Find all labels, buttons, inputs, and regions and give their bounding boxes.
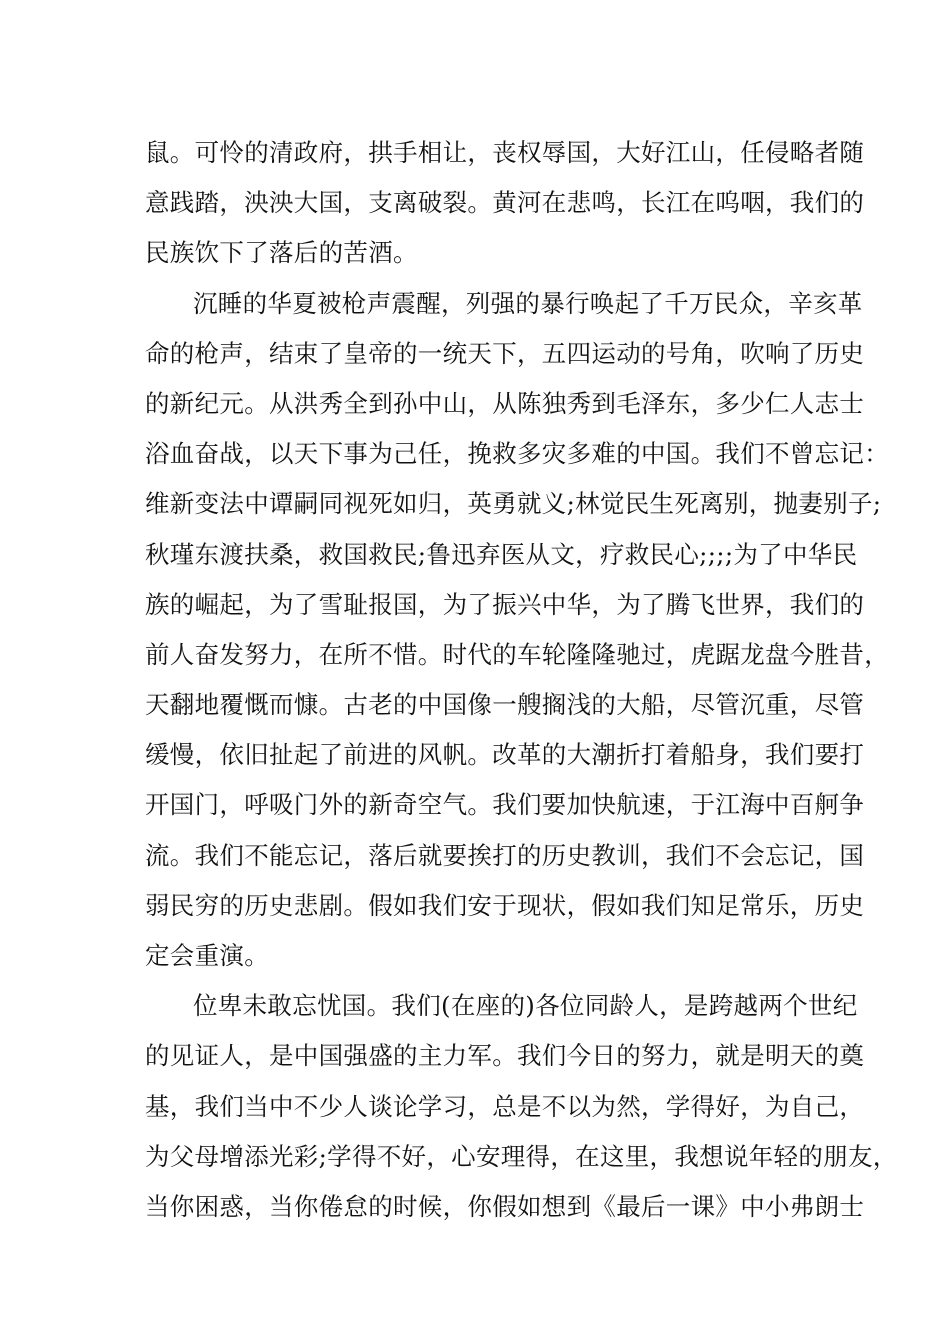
text-line: 当你困惑，当你倦怠的时候，你假如想到《最后一课》中小弗朗士 xyxy=(145,1191,865,1221)
text-line: 秋瑾东渡扶桑，救国救民;鲁迅弃医从文，疗救民心;;;;为了中华民 xyxy=(145,539,858,569)
text-line: 基，我们当中不少人谈论学习，总是不以为然，学得好，为自己， xyxy=(145,1091,865,1121)
text-line: 的见证人，是中国强盛的主力军。我们今日的努力，就是明天的奠 xyxy=(145,1041,865,1071)
text-line: 族的崛起，为了雪耻报国，为了振兴中华，为了腾飞世界，我们的 xyxy=(145,589,865,619)
text-line: 维新变法中谭嗣同视死如归，英勇就义;林觉民生死离别，抛妻别子; xyxy=(145,489,882,519)
text-line: 的新纪元。从洪秀全到孙中山，从陈独秀到毛泽东，多少仁人志士 xyxy=(145,388,865,418)
text-line: 位卑未敢忘忧国。我们(在座的)各位同龄人，是跨越两个世纪 xyxy=(193,991,858,1021)
text-line: 为父母增添光彩;学得不好，心安理得，在这里，我想说年轻的朋友， xyxy=(145,1141,898,1171)
text-line: 开国门，呼吸门外的新奇空气。我们要加快航速，于江海中百舸争 xyxy=(145,790,865,820)
text-line: 民族饮下了落后的苦酒。 xyxy=(145,238,418,268)
text-line: 前人奋发努力，在所不惜。时代的车轮隆隆驰过，虎踞龙盘今胜昔， xyxy=(145,639,889,669)
text-line: 弱民穷的历史悲剧。假如我们安于现状，假如我们知足常乐，历史 xyxy=(145,890,865,920)
document-body xyxy=(145,128,898,1232)
text-line: 意践踏，泱泱大国，支离破裂。黄河在悲鸣，长江在呜咽，我们的 xyxy=(145,188,865,218)
text-line: 定会重演。 xyxy=(145,941,269,970)
text-line: 天翻地覆慨而慷。古老的中国像一艘搁浅的大船，尽管沉重，尽管 xyxy=(145,690,865,720)
text-line: 缓慢，依旧扯起了前进的风帆。改革的大潮折打着船身，我们要打 xyxy=(145,740,865,770)
text-line: 浴血奋战，以天下事为己任，挽救多灾多难的中国。我们不曾忘记： xyxy=(145,439,889,469)
text-line: 流。我们不能忘记，落后就要挨打的历史教训，我们不会忘记，国 xyxy=(145,840,865,870)
text-line: 命的枪声，结束了皇帝的一统天下，五四运动的号角，吹响了历史 xyxy=(145,338,865,368)
text-line: 沉睡的华夏被枪声震醒，列强的暴行唤起了千万民众，辛亥革 xyxy=(193,288,863,318)
text-line: 鼠。可怜的清政府，拱手相让，丧权辱国，大好江山，任侵略者随 xyxy=(145,138,865,167)
